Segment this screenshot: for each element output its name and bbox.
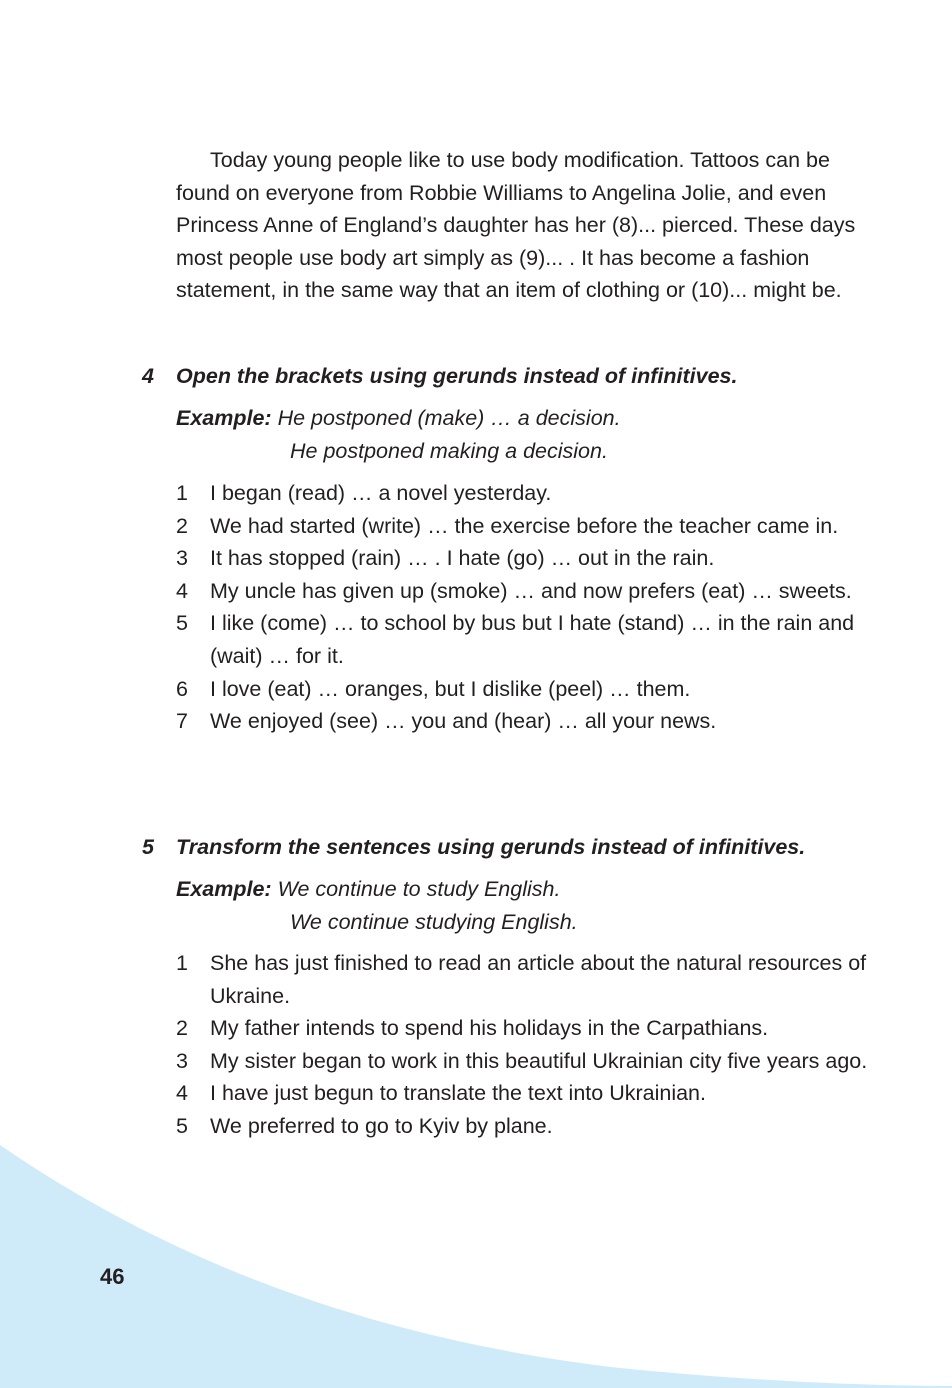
list-item	[176, 1045, 876, 1078]
list-item-text: She has just finished to read an article about the natural resources of Ukraine.	[210, 951, 867, 1008]
task-4-example	[176, 402, 621, 467]
list-item	[176, 1012, 876, 1045]
list-item	[176, 542, 876, 575]
task-4-number: 4	[142, 364, 154, 388]
list-item-number: 1	[176, 951, 188, 975]
list-item	[176, 705, 876, 738]
intro-paragraph-text: Today young people like to use body modification. Tattoos can be found on everyone from Robbie Williams to Angelina Jolie, and even Princess Anne of England’s daughter has her (8)... pierced. These days most people use body art simply as (9)... . It has become a fashion statement, in the same way that an item of clothing or (10)... might be.	[176, 148, 856, 303]
list-item	[176, 1110, 876, 1143]
list-item-number: 2	[176, 513, 188, 538]
list-item-number: 4	[176, 578, 188, 603]
list-item	[176, 510, 876, 543]
list-item-text: We had started (write) … the exercise before the teacher came in.	[210, 513, 839, 538]
task-5-example-label: Example:	[176, 877, 272, 901]
page-number: 46	[100, 1264, 125, 1289]
list-item	[176, 673, 876, 706]
list-item-text: My uncle has given up (smoke) … and now prefers (eat) … sweets.	[210, 578, 852, 603]
list-item-number: 6	[176, 676, 188, 701]
list-item-text: I love (eat) … oranges, but I dislike (peel) … them.	[210, 676, 691, 701]
task-4-heading	[142, 364, 738, 389]
list-item-number: 1	[176, 481, 188, 505]
task-4-items	[176, 477, 876, 738]
list-item-text: My sister began to work in this beautiful Ukrainian city five years ago.	[210, 1048, 868, 1073]
task-5-heading	[142, 835, 805, 860]
task-5-number: 5	[142, 835, 154, 859]
intro-paragraph	[176, 144, 876, 307]
task-4-example-answer: He postponed making a decision.	[290, 438, 608, 463]
list-item	[176, 575, 876, 608]
list-item-text: We preferred to go to Kyiv by plane.	[210, 1113, 553, 1138]
task-4-example-prompt: He postponed (make) … a decision.	[277, 406, 621, 430]
list-item-number: 7	[176, 709, 188, 734]
task-5-example-answer: We continue studying English.	[290, 909, 578, 934]
list-item-text: I like (come) … to school by bus but I hate (stand) … in the rain and (wait) … for it.	[210, 611, 855, 668]
list-item-number: 3	[176, 1048, 188, 1073]
task-5-items	[176, 947, 876, 1143]
task-4-instruction: Open the brackets using gerunds instead of infinitives.	[176, 364, 738, 388]
task-5-instruction: Transform the sentences using gerunds instead of infinitives.	[176, 835, 806, 859]
list-item-text: I began (read) … a novel yesterday.	[210, 481, 552, 505]
list-item	[176, 477, 876, 510]
list-item-number: 2	[176, 1016, 188, 1041]
task-5-example-prompt: We continue to study English.	[277, 877, 561, 901]
list-item-text: My father intends to spend his holidays in the Carpathians.	[210, 1016, 769, 1041]
list-item-number: 5	[176, 611, 188, 636]
list-item-text: I have just begun to translate the text into Ukrainian.	[210, 1081, 706, 1106]
list-item-text: It has stopped (rain) … . I hate (go) … out in the rain.	[210, 546, 715, 571]
list-item-number: 5	[176, 1113, 188, 1138]
list-item	[176, 1077, 876, 1110]
task-4-example-label: Example:	[176, 406, 272, 430]
list-item-text: We enjoyed (see) … you and (hear) … all your news.	[210, 709, 717, 734]
list-item	[176, 947, 876, 1012]
list-item	[176, 607, 876, 672]
list-item-number: 4	[176, 1081, 188, 1106]
task-5-example	[176, 873, 578, 938]
list-item-number: 3	[176, 546, 188, 571]
